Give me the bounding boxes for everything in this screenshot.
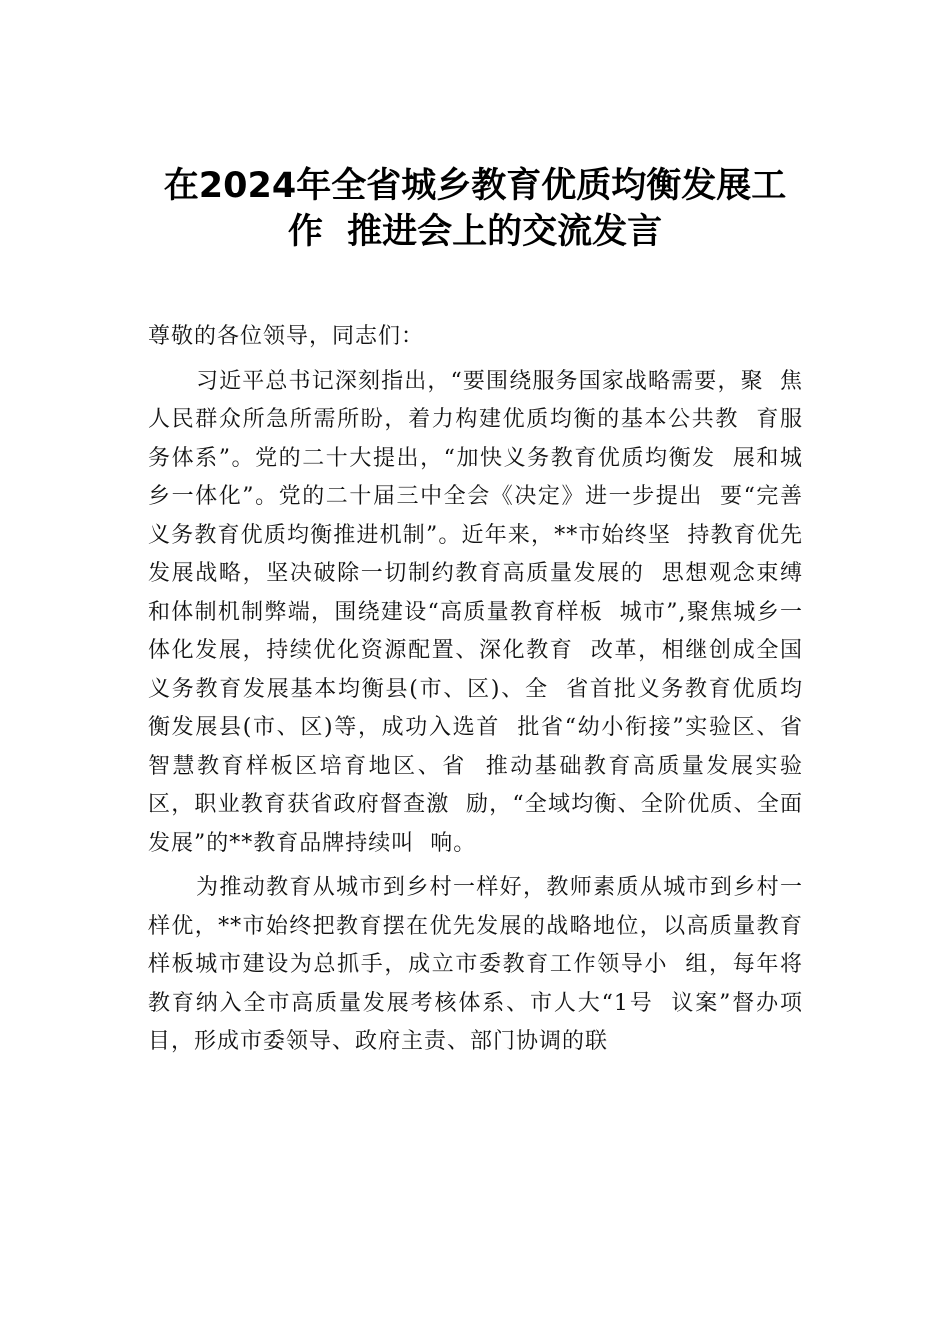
title-line-2: 作 推进会上的交流发言 [287, 212, 663, 252]
document-body [148, 318, 803, 1062]
paragraph-2: 为推动教育从城市到乡村一样好，教师素质从城市到乡村一样优，**市始终把教育摆在优先发展的战略地位，以高质量教育样板城市建设为总抓手，成立市委教育工作领导小 组，每年将教育纳入全市高质量发展考核体系、市人大“1号 议案”督办项目，形成市委领导、政府主责、部门协调的联 [148, 875, 803, 1054]
title-line-1: 在2024年全省城乡教育优质均衡发展工 [163, 166, 787, 206]
salutation: 尊敬的各位领导，同志们： [148, 324, 425, 349]
document-title [140, 163, 810, 255]
paragraph-1: 习近平总书记深刻指出，“要围绕服务国家战略需要，聚 焦人民群众所急所需所盼，着力构建优质均衡的基本公共教 育服务体系”。党的二十大提出，“加快义务教育优质均衡发 展和城乡一体化”。党的二十届三中全会《决定》进一步提出 要“完善义务教育优质均衡推进机制”。近年来，**市始终坚 持教育优先发展战略，坚决破除一切制约教育高质量发展的 思想观念束缚和体制机制弊端，围绕建设“高质量教育样板 城市”,聚焦城乡一体化发展，持续优化资源配置、深化教育 改革，相继创成全国义务教育发展基本均衡县(市、区)、全 省首批义务教育优质均衡发展县(市、区)等，成功入选首 批省“幼小衔接”实验区、省智慧教育样板区培育地区、省 推动基础教育高质量发展实验区，职业教育获省政府督查激 励，“全域均衡、全阶优质、全面发展”的**教育品牌持续叫 响。 [148, 368, 803, 856]
